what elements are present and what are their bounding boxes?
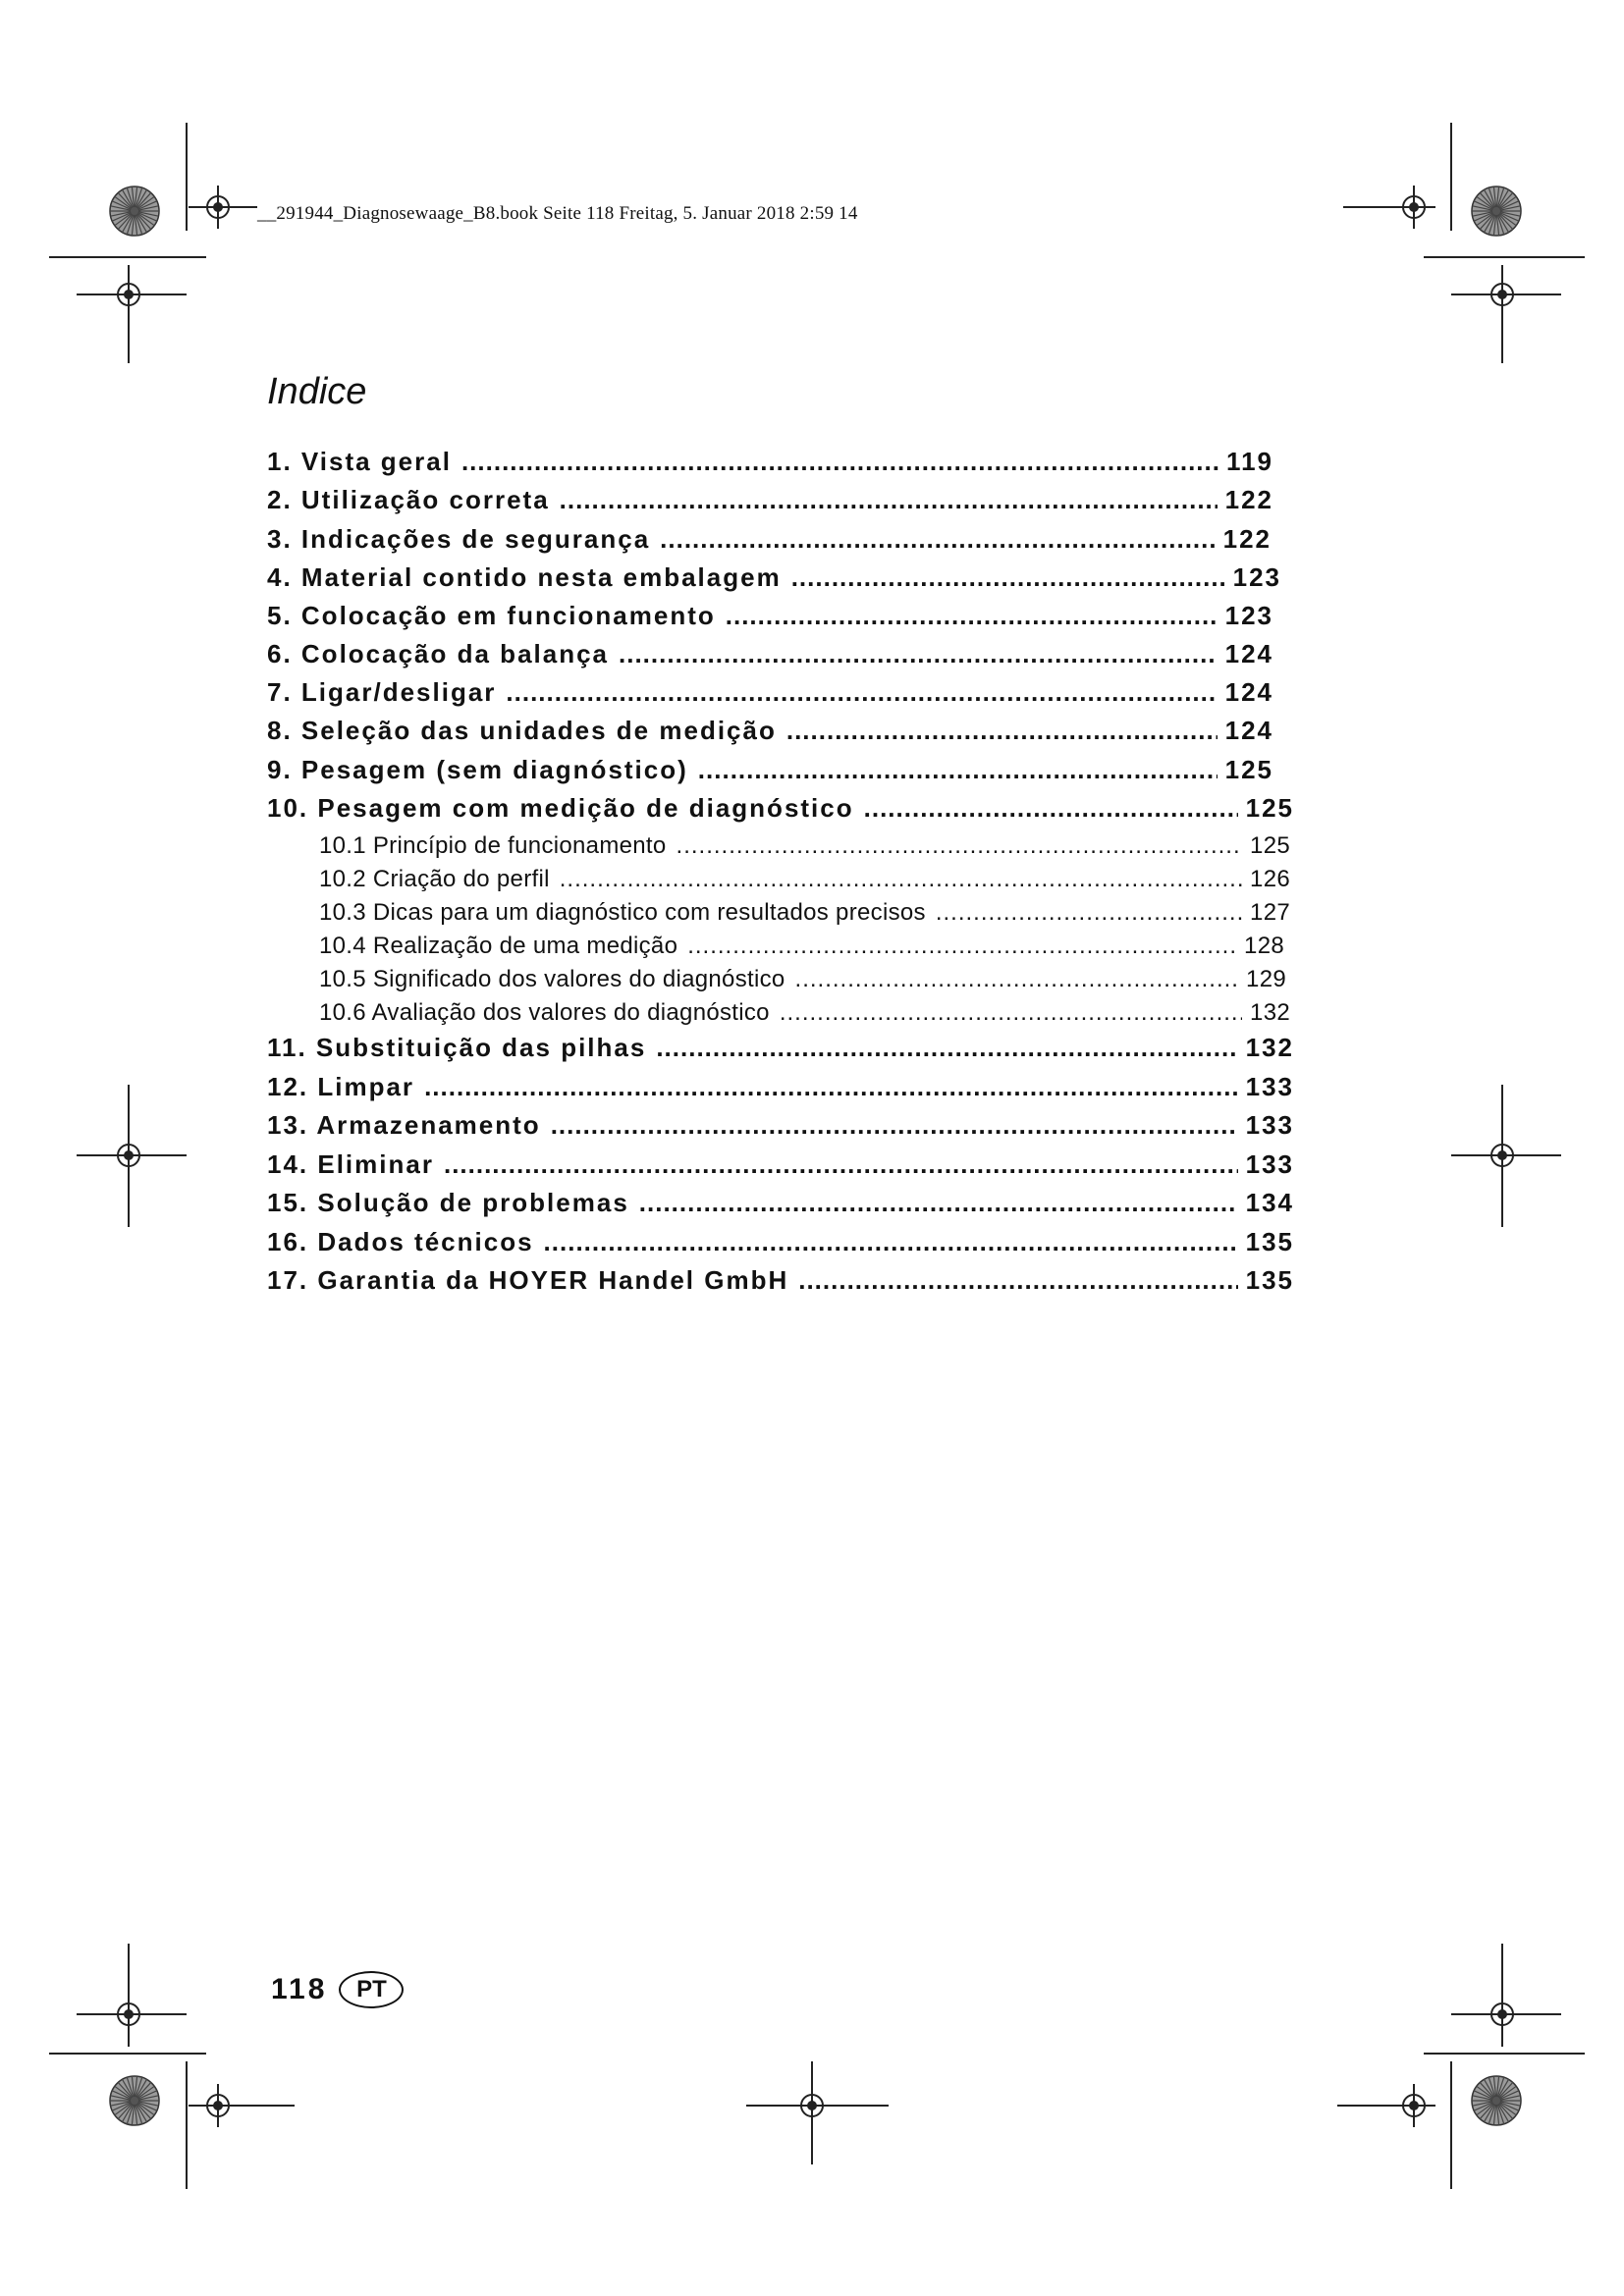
- toc-entry-label: 10.2 Criação do perfil: [319, 866, 550, 892]
- toc-entry-label: 8. Seleção das unidades de medição: [267, 716, 777, 745]
- toc-dot-leader: [560, 866, 1242, 893]
- toc-entry-label: 12. Limpar: [267, 1072, 415, 1101]
- toc-entry-page: 122: [1222, 524, 1272, 554]
- toc-dot-leader: [461, 447, 1218, 477]
- toc-dot-leader: [786, 716, 1218, 746]
- toc-entry-page: 129: [1246, 966, 1286, 992]
- toc-dot-leader: [551, 1110, 1238, 1141]
- toc-dot-leader: [656, 1033, 1237, 1063]
- toc-entry-page: 125: [1250, 832, 1290, 859]
- toc-entry: [267, 793, 1294, 827]
- toc-entry-page: 126: [1250, 866, 1290, 892]
- toc-entry-label: 6. Colocação da balança: [267, 639, 610, 668]
- language-badge: PT: [339, 1971, 404, 2008]
- toc-dot-leader: [798, 1265, 1237, 1296]
- toc-entry: [267, 1110, 1294, 1144]
- toc-subentry: [319, 999, 1290, 1031]
- toc-dot-leader: [698, 755, 1218, 785]
- toc-dot-leader: [619, 639, 1218, 669]
- toc-entry-label: 2. Utilização correta: [267, 485, 550, 514]
- toc-subentry: [319, 866, 1290, 897]
- toc-entry-page: 127: [1250, 899, 1290, 926]
- toc-entry-page: 133: [1245, 1072, 1294, 1101]
- toc-dot-leader: [660, 524, 1215, 555]
- toc-entry-page: 133: [1245, 1110, 1294, 1140]
- toc-subentry: [319, 832, 1290, 864]
- toc-entry-page: 135: [1245, 1227, 1294, 1256]
- toc-entry-page: 123: [1224, 601, 1273, 630]
- toc-entry-label: 1. Vista geral: [267, 447, 452, 476]
- toc-dot-leader: [936, 899, 1242, 927]
- toc-entry-label: 7. Ligar/desligar: [267, 677, 497, 707]
- toc-dot-leader: [726, 601, 1218, 631]
- print-header-info: __291944_Diagnosewaage_B8.book Seite 118 Freitag, 5. Januar 2018 2:59 14: [257, 203, 858, 224]
- toc-entry: [267, 1149, 1294, 1183]
- toc-entry-label: 5. Colocação em funcionamento: [267, 601, 716, 630]
- toc-dot-leader: [544, 1227, 1238, 1257]
- toc-entry-label: 16. Dados técnicos: [267, 1227, 534, 1256]
- toc-entry-page: 132: [1250, 999, 1290, 1026]
- toc-dot-leader: [677, 832, 1243, 860]
- calibration-center: [131, 2097, 138, 2105]
- toc-entry-label: 10.4 Realização de uma medição: [319, 933, 678, 959]
- toc-entry: [267, 755, 1273, 788]
- toc-dot-leader: [795, 966, 1239, 993]
- toc-entry-label: 10.6 Avaliação dos valores do diagnóstico: [319, 999, 770, 1026]
- calibration-center: [1492, 2097, 1500, 2105]
- toc-entry-label: 14. Eliminar: [267, 1149, 434, 1179]
- toc-dot-leader: [687, 933, 1236, 960]
- toc-entry-page: 133: [1245, 1149, 1294, 1179]
- toc-entry: [267, 1265, 1294, 1299]
- toc-dot-leader: [780, 999, 1242, 1027]
- toc-entry: [267, 1033, 1294, 1066]
- toc-entry-page: 122: [1224, 485, 1273, 514]
- toc-entry: [267, 1072, 1294, 1105]
- toc-entry-page: 132: [1245, 1033, 1294, 1062]
- toc-entry: [267, 562, 1281, 596]
- page-number: 118: [271, 1973, 328, 2005]
- toc-entry: [267, 447, 1273, 480]
- toc-entry-label: 10. Pesagem com medição de diagnóstico: [267, 793, 854, 823]
- page-title: Indice: [267, 371, 367, 412]
- toc-dot-leader: [444, 1149, 1238, 1180]
- toc-entry-label: 15. Solução de problemas: [267, 1188, 629, 1217]
- toc-dot-leader: [791, 562, 1225, 593]
- toc-entry: [267, 601, 1273, 634]
- toc-entry-label: 11. Substituição das pilhas: [267, 1033, 647, 1062]
- toc-entry-page: 124: [1224, 716, 1273, 745]
- toc-entry-label: 4. Material contido nesta embalagem: [267, 562, 782, 592]
- toc-entry-page: 124: [1224, 639, 1273, 668]
- toc-entry-page: 124: [1224, 677, 1273, 707]
- toc-entry-label: 17. Garantia da HOYER Handel GmbH: [267, 1265, 789, 1295]
- toc-entry-page: 128: [1244, 933, 1284, 959]
- toc-entry: [267, 716, 1273, 749]
- toc-entry: [267, 1227, 1294, 1260]
- toc-entry-label: 9. Pesagem (sem diagnóstico): [267, 755, 688, 784]
- calibration-center: [131, 207, 138, 215]
- toc-entry-label: 13. Armazenamento: [267, 1110, 541, 1140]
- toc-dot-leader: [639, 1188, 1238, 1218]
- toc-entry: [267, 1188, 1294, 1221]
- calibration-center: [1492, 207, 1500, 215]
- toc-entry-page: 125: [1245, 793, 1294, 823]
- toc-entry-page: 134: [1245, 1188, 1294, 1217]
- toc-entry-page: 123: [1232, 562, 1281, 592]
- toc-dot-leader: [864, 793, 1238, 824]
- toc-entry: [267, 677, 1273, 711]
- toc-entry: [267, 485, 1273, 518]
- toc-entry-page: 125: [1224, 755, 1273, 784]
- toc-dot-leader: [560, 485, 1218, 515]
- toc-dot-leader: [506, 677, 1217, 708]
- toc-entry-page: 119: [1226, 447, 1273, 476]
- toc-entry-label: 10.3 Dicas para um diagnóstico com resultados precisos: [319, 899, 926, 926]
- toc-dot-leader: [424, 1072, 1238, 1102]
- toc-subentry: [319, 933, 1284, 964]
- toc-subentry: [319, 899, 1290, 931]
- toc-entry-label: 10.1 Princípio de funcionamento: [319, 832, 667, 859]
- toc-subentry: [319, 966, 1286, 997]
- toc-entry-label: 3. Indicações de segurança: [267, 524, 651, 554]
- toc-entry: [267, 524, 1272, 558]
- toc-entry: [267, 639, 1273, 672]
- page-footer: [271, 1971, 404, 2008]
- toc-entry-label: 10.5 Significado dos valores do diagnóstico: [319, 966, 785, 992]
- toc-entry-page: 135: [1245, 1265, 1294, 1295]
